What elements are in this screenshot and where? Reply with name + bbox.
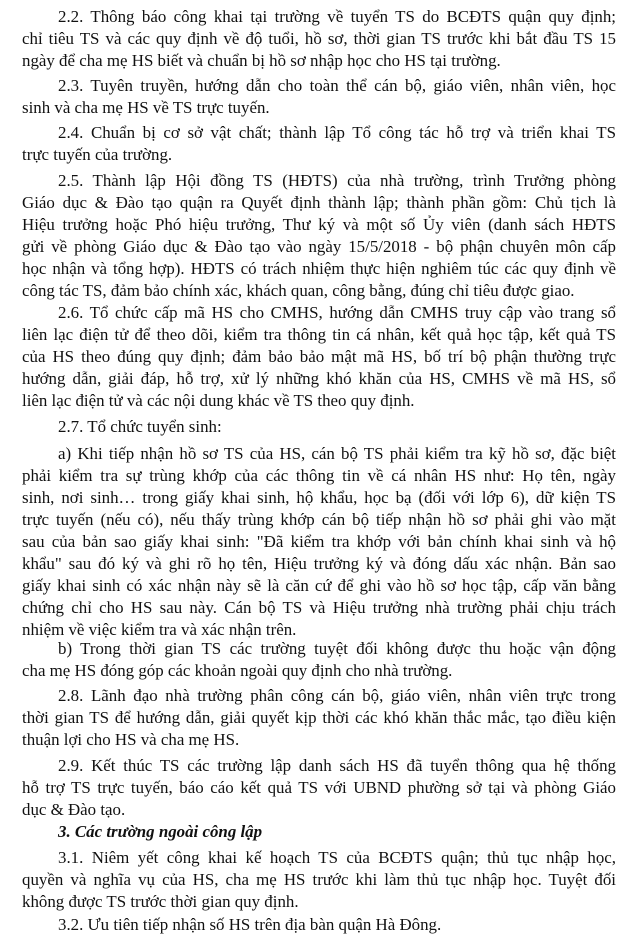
text-line: gửi về phòng Giáo dục & Đào tạo vào ngày 15/5/2018 - bộ phận chuyên môn cấp xyxy=(22,237,616,256)
text-line: khẩu" sau đó ký và ghi rõ họ tên, Hiệu trưởng ký và đóng dấu xác nhận. Bản sao xyxy=(22,554,616,573)
text-line: thuận lợi cho HS và cha mẹ HS. xyxy=(22,730,240,749)
text-line: sinh, nơi sinh… trong giấy khai sinh, hộ khẩu, học bạ (đối với lớp 6), dữ kiện TS xyxy=(22,488,616,507)
text-line: sau của bản sao giấy khai sinh: "Đã kiểm tra khớp với bản chính khai sinh và hộ xyxy=(22,532,616,551)
text-line: 2.7. Tổ chức tuyển sinh: xyxy=(58,417,222,436)
text-line: hỗ trợ TS trực tuyến, báo cáo kết quả TS với UBND phường sở tại và phòng Giáo xyxy=(22,778,616,797)
text-line: Hiệu trưởng hoặc Phó hiệu trưởng, Thư ký và một số Ủy viên (danh sách HĐTS xyxy=(22,215,616,234)
paragraph-2-6 xyxy=(22,302,616,412)
text-line: 2.4. Chuẩn bị cơ sở vật chất; thành lập Tổ công tác hỗ trợ và triển khai TS xyxy=(58,123,616,142)
text-line: 2.8. Lãnh đạo nhà trường phân công cán bộ, giáo viên, nhân viên trực trong xyxy=(58,686,616,705)
text-line: quyền và nghĩa vụ của HS, cha mẹ HS trước khi làm thủ tục nhập học. Tuyệt đối xyxy=(22,870,616,889)
text-line: chứng chỉ cho HS sau này. Cán bộ TS và Hiệu trưởng nhà trường phải chịu trách xyxy=(22,598,616,617)
section-heading-text: 3. Các trường ngoài công lập xyxy=(58,822,263,841)
paragraph-2-9 xyxy=(22,755,616,821)
text-line: a) Khi tiếp nhận hồ sơ TS của HS, cán bộ TS phải kiểm tra kỹ hồ sơ, đặc biệt xyxy=(58,444,616,463)
text-line: Giáo dục & Đào tạo quận ra Quyết định thành lập; thành phần gồm: Chủ tịch là xyxy=(22,193,616,212)
text-line: b) Trong thời gian TS các trường tuyệt đối không được thu hoặc vận động xyxy=(58,639,616,658)
paragraph-2-5 xyxy=(22,170,616,302)
paragraph-3-2 xyxy=(22,914,616,936)
paragraph-2-4 xyxy=(22,122,616,166)
text-line: liên lạc điện tử để theo dõi, kiểm tra thông tin cá nhân, kết quả học tập, kết quả TS xyxy=(22,325,616,344)
paragraph-2-7-a xyxy=(22,443,616,641)
text-line: 2.9. Kết thúc TS các trường lập danh sách HS đã tuyển thông qua hệ thống xyxy=(58,756,616,775)
text-line: phải kiểm tra sự trùng khớp của các thông tin về cá nhân HS như: Họ tên, ngày xyxy=(22,466,616,485)
text-line: học nhận và tổng hợp). HĐTS có trách nhiệm thực hiện nghiêm túc các quy định về xyxy=(22,259,616,278)
text-line: hướng dẫn, giải đáp, hỗ trợ, xử lý những khó khăn của HS, CMHS về mã HS, sổ xyxy=(22,369,616,388)
text-line: của HS theo đúng quy định; đảm bảo bảo mật mã HS, bố trí bộ phận thường trực xyxy=(22,347,616,366)
text-line: trực tuyến (nếu có), nếu thấy trùng khớp cán bộ tiếp nhận hồ sơ phải ghi vào mặt xyxy=(22,510,616,529)
text-line: 2.6. Tổ chức cấp mã HS cho CMHS, hướng dẫn CMHS truy cập vào trang sổ xyxy=(58,303,616,322)
text-line: 3.1. Niêm yết công khai kế hoạch TS của BCĐTS quận; thủ tục nhập học, xyxy=(58,848,616,867)
text-line: 2.3. Tuyên truyền, hướng dẫn cho toàn thể cán bộ, giáo viên, nhân viên, học xyxy=(58,76,616,95)
text-line: 3.2. Ưu tiên tiếp nhận số HS trên địa bàn quận Hà Đông. xyxy=(58,915,442,934)
paragraph-2-7-b xyxy=(22,638,616,682)
text-line: thời gian TS để hướng dẫn, giải quyết kịp thời các khó khăn thắc mắc, tạo điều kiện xyxy=(22,708,616,727)
text-line: ngày để cha mẹ HS biết và chuẩn bị hồ sơ nhập học cho HS tại trường. xyxy=(22,51,501,70)
text-line: trực tuyến của trường. xyxy=(22,145,173,164)
text-line: cha mẹ HS đóng góp các khoản ngoài quy định cho nhà trường. xyxy=(22,661,453,680)
text-line: nhiệm về việc kiểm tra và xác nhận trên. xyxy=(22,620,297,639)
text-line: 2.5. Thành lập Hội đồng TS (HĐTS) của nhà trường, trình Trưởng phòng xyxy=(58,171,616,190)
text-line: công tác TS, đảm bảo chính xác, khách quan, công bằng, đúng chỉ tiêu được giao. xyxy=(22,281,575,300)
text-line: sinh và cha mẹ HS về TS trực tuyến. xyxy=(22,98,270,117)
text-line: 2.2. Thông báo công khai tại trường về tuyển TS do BCĐTS quận quy định; xyxy=(58,7,616,26)
paragraph-2-7 xyxy=(22,416,616,438)
paragraph-2-3 xyxy=(22,75,616,119)
text-line: chỉ tiêu TS và các quy định về độ tuổi, hồ sơ, thời gian TS trước khi bắt đầu TS 15 xyxy=(22,29,616,48)
text-line: dục & Đào tạo. xyxy=(22,800,126,819)
text-line: giấy khai sinh có xác nhận này sẽ là căn cứ để ghi vào hồ sơ học tập, cấp văn bằng xyxy=(22,576,616,595)
section-heading-3 xyxy=(22,821,616,843)
text-line: không được TS trước thời gian quy định. xyxy=(22,892,299,911)
paragraph-2-2 xyxy=(22,6,616,72)
text-line: liên lạc điện tử và các nội dung khác về TS theo quy định. xyxy=(22,391,415,410)
paragraph-2-8 xyxy=(22,685,616,751)
paragraph-3-1 xyxy=(22,847,616,913)
